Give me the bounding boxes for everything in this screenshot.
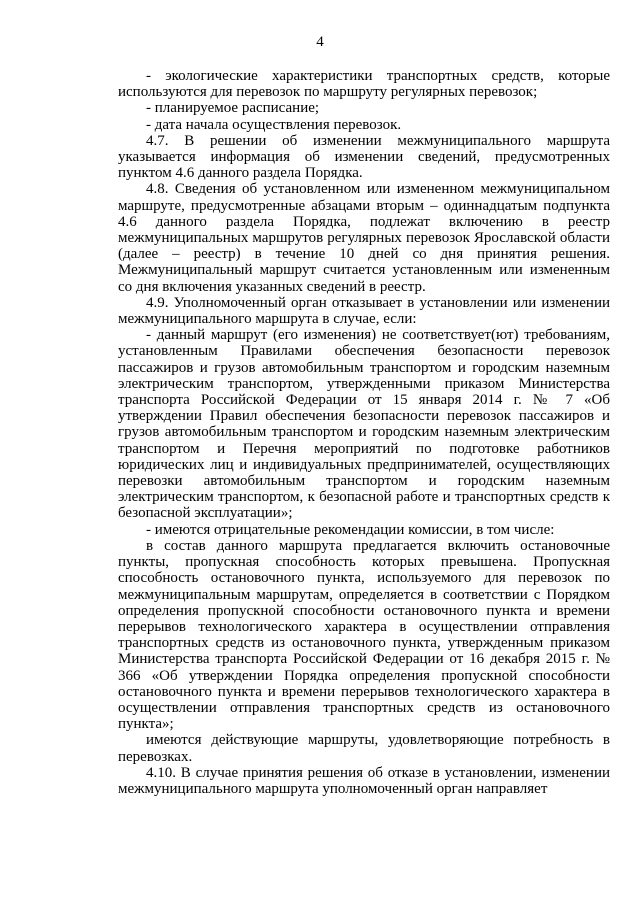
document-body <box>118 68 610 797</box>
paragraph-clause-4-8: 4.8. Сведения об установленном или измененном межмуниципальном маршруте, предусмотренные абзацами вторым – одиннадцатым подпункта 4.6 данного раздела Порядка, подлежат включению в реестр межмуниципальных маршрутов регулярных перевозок Ярославской области (далее – реестр) в течение 10 дней со дня принятия решения. Межмуниципальный маршрут считается установленным или измененным со дня включения указанных сведений в реестр. <box>118 181 610 295</box>
paragraph-existing-routes: имеются действующие маршруты, удовлетворяющие потребность в перевозках. <box>118 732 610 765</box>
paragraph-safety-requirements: - данный маршрут (его изменения) не соответствует(ют) требованиям, установленным Правилами обеспечения безопасности перевозок пассажиров и грузов автомобильным транспортом и городским наземным электрическим транспортом, утвержденными приказом Министерства транспорта Российской Федерации от 15 января 2014 г. № 7 «Об утверждении Правил обеспечения безопасности перевозок пассажиров и грузов автомобильным транспортом и городским наземным электрическим транспортом и Перечня мероприятий по подготовке работников юридических лиц и индивидуальных предпринимателей, осуществляющих перевозки автомобильным транспортом и городским наземным электрическим транспортом, к безопасной работе и транспортных средств к безопасной эксплуатации»; <box>118 327 610 522</box>
paragraph-clause-4-10: 4.10. В случае принятия решения об отказе в установлении, изменении межмуниципального маршрута уполномоченный орган направляет <box>118 764 610 797</box>
page-number: 4 <box>316 34 324 50</box>
paragraph-stop-capacity: в состав данного маршрута предлагается включить остановочные пункты, пропускная способность которых превышена. Пропускная способность остановочного пункта, используемого для перевозок по межмуниципальным маршрутам, определяется в соответствии с Порядком определения пропускной способности остановочного пункта и времени перерывов технологического характера в осуществлении отправления транспортных средств из остановочного пункта, утвержденным приказом Министерства транспорта Российской Федерации от 16 декабря 2015 г. № 366 «Об утверждении Порядка определения пропускной способности остановочного пункта и времени перерывов технологического характера в осуществлении отправления транспортных средств из остановочного пункта»; <box>118 537 610 733</box>
paragraph-ecological-characteristics: - экологические характеристики транспортных средств, которые используются для перевозок по маршруту регулярных перевозок; <box>118 68 610 101</box>
paragraph-clause-4-9: 4.9. Уполномоченный орган отказывает в установлении или изменении межмуниципального маршрута в случае, если: <box>118 294 610 328</box>
paragraph-start-date: - дата начала осуществления перевозок. <box>146 116 402 133</box>
paragraph-clause-4-7: 4.7. В решении об изменении межмуниципального маршрута указывается информация об изменении сведений, предусмотренных пунктом 4.6 данного раздела Порядка. <box>118 132 610 182</box>
paragraph-planned-schedule: - планируемое расписание; <box>146 100 320 117</box>
paragraph-negative-recommendations: - имеются отрицательные рекомендации комиссии, в том числе: <box>146 521 555 538</box>
